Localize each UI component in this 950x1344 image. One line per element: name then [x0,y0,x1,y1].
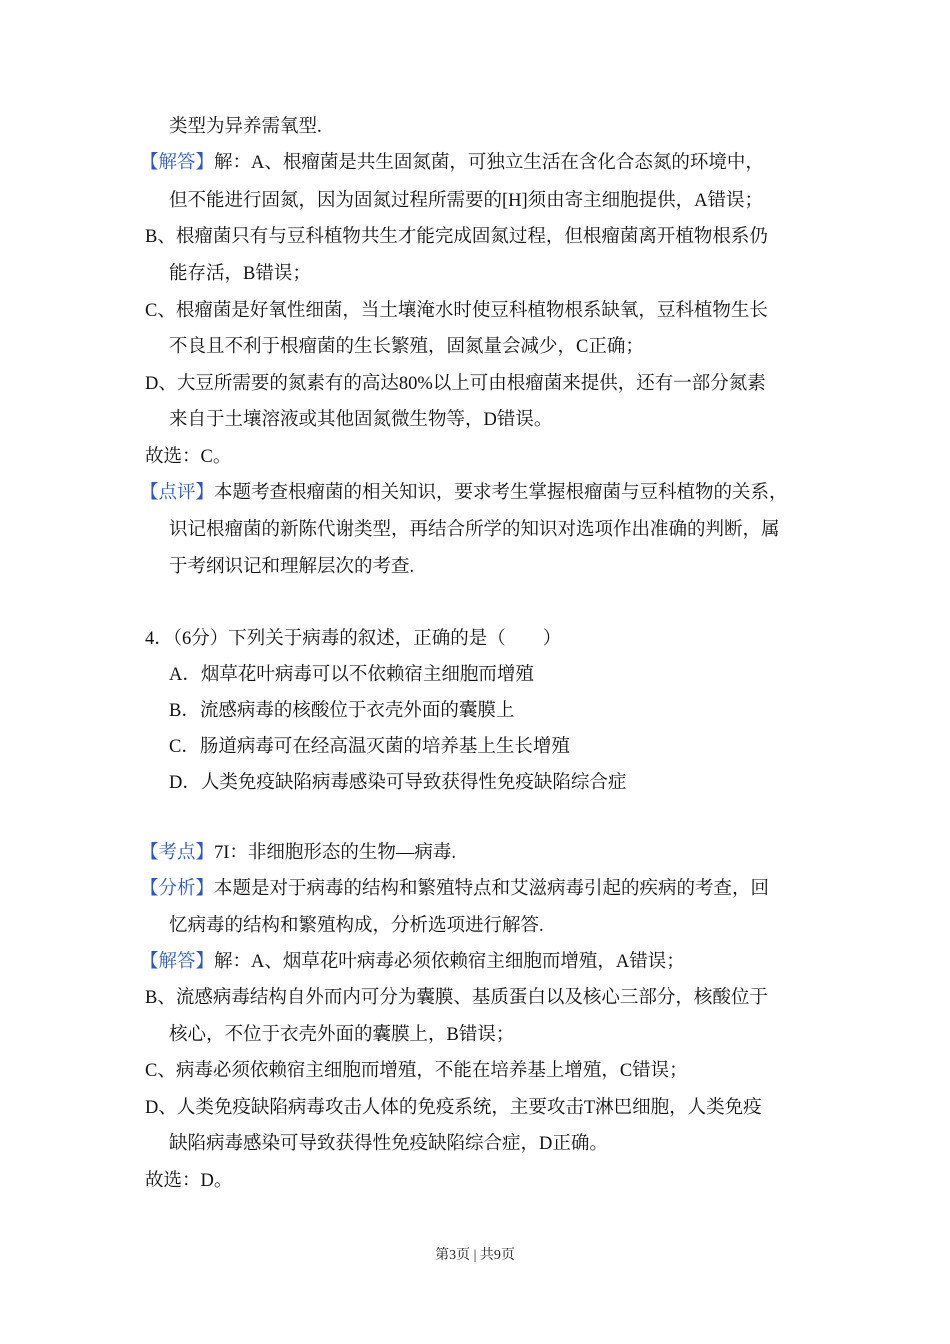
text-line: B、流感病毒结构自外而内可分为囊膜、基质蛋白以及核心三部分，核酸位于 [145,988,768,1008]
point-tag: 【考点】 [140,843,215,863]
text-line: 来自于土壤溶液或其他固氮微生物等，D错误。 [169,410,553,430]
point-section [140,841,456,865]
option-d: D．人类免疫缺陷病毒感染可导致获得性免疫缺陷综合症 [169,773,627,793]
text-line: 故选：D。 [145,1171,233,1191]
text-line: 不良且不利于根瘤菌的生长繁殖，固氮量会减少，C正确； [169,337,644,357]
comment-section [140,481,788,505]
question-stem: 4．（6分）下列关于病毒的叙述，正确的是（ ） [145,629,562,649]
option-b: B．流感病毒的核酸位于衣壳外面的囊膜上 [169,701,515,721]
text-line: B、根瘤菌只有与豆科植物共生才能完成固氮过程，但根瘤菌离开植物根系仍 [145,227,768,247]
text-line: 解：A、根瘤菌是共生固氮菌，可独立生活在含化合态氮的环境中， [214,153,764,173]
analysis-tag: 【分析】 [140,879,215,899]
text-line: 但不能进行固氮，因为固氮过程所需要的[H]须由寄主细胞提供，A错误； [169,191,764,211]
text-line: D、人类免疫缺陷病毒攻击人体的免疫系统，主要攻击T淋巴细胞，人类免疫 [145,1098,762,1118]
answer-section [140,151,764,175]
text-line: 于考纲识记和理解层次的考查. [169,557,415,577]
page-footer: 第3页 | 共9页 [435,1248,515,1263]
text-line: 忆病毒的结构和繁殖构成，分析选项进行解答. [169,916,544,936]
text-line: 7I：非细胞形态的生物—病毒. [214,843,457,863]
text-line: C、病毒必须依赖宿主细胞而增殖，不能在培养基上增殖，C错误； [145,1061,688,1081]
analysis-section [140,877,769,901]
answer-section [140,950,685,974]
text-line: 识记根瘤菌的新陈代谢类型，再结合所学的知识对选项作出准确的判断，属 [169,520,780,540]
answer-tag: 【解答】 [140,153,215,173]
option-c: C．肠道病毒可在经高温灭菌的培养基上生长增殖 [169,737,570,757]
option-a: A．烟草花叶病毒可以不依赖宿主细胞而增殖 [169,665,534,685]
text-line: 类型为异养需氧型. [169,117,322,137]
text-line: 能存活，B错误； [169,264,311,284]
text-line: C、根瘤菌是好氧性细菌，当土壤淹水时使豆科植物根系缺氧，豆科植物生长 [145,301,768,321]
text-line: 核心，不位于衣壳外面的囊膜上，B错误； [169,1025,515,1045]
text-line: 本题考查根瘤菌的相关知识，要求考生掌握根瘤菌与豆科植物的关系， [214,483,788,503]
comment-tag: 【点评】 [140,483,215,503]
text-line: 缺陷病毒感染可导致获得性免疫缺陷综合症，D正确。 [169,1134,608,1154]
text-line: 故选：C。 [145,447,232,467]
answer-tag: 【解答】 [140,952,215,972]
text-line: 本题是对于病毒的结构和繁殖特点和艾滋病毒引起的疾病的考查，回 [214,879,770,899]
text-line: 解：A、烟草花叶病毒必须依赖宿主细胞而增殖，A错误； [214,952,685,972]
text-line: D、大豆所需要的氮素有的高达80%以上可由根瘤菌来提供，还有一部分氮素 [145,374,766,394]
